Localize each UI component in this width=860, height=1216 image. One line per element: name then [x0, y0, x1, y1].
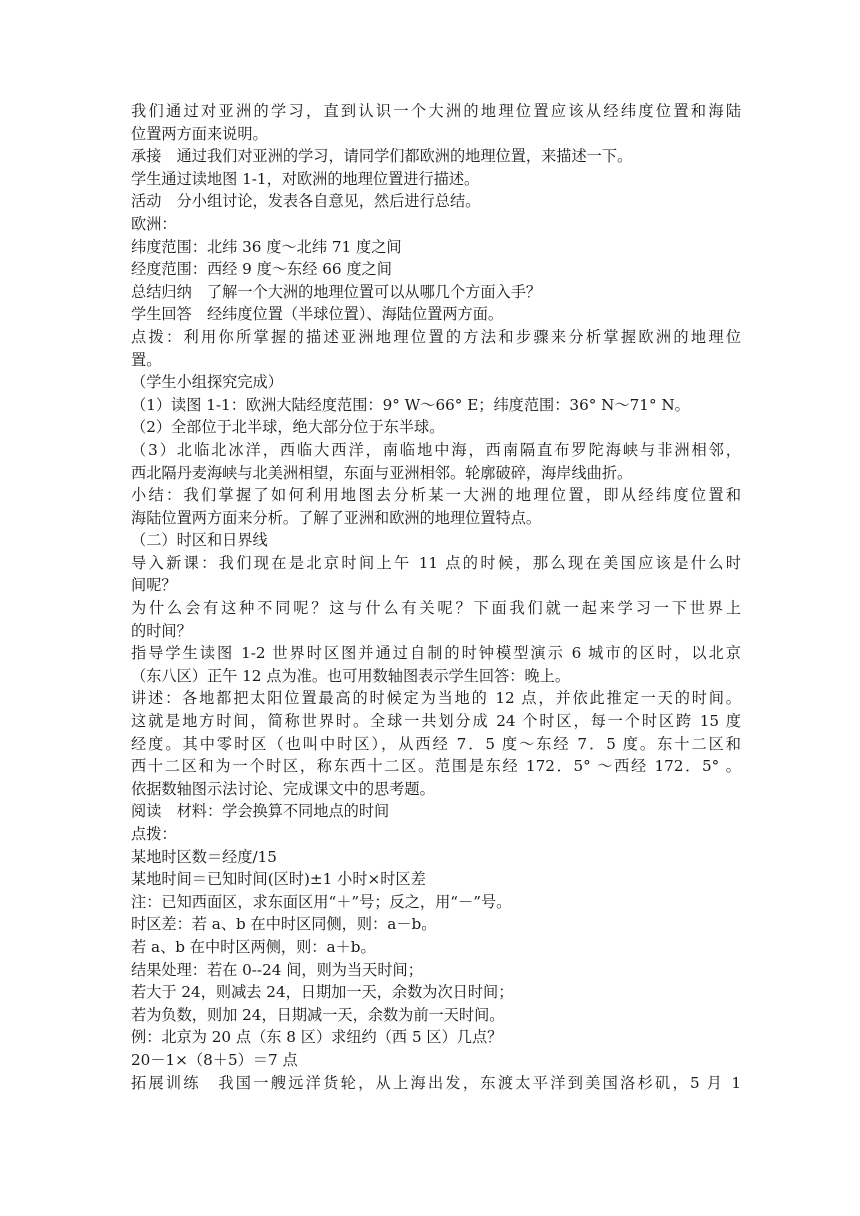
- document-page: [131, 100, 741, 1094]
- text-line: （学生小组探究完成）: [131, 373, 283, 392]
- text-line: 我们通过对亚洲的学习，直到认识一个大洲的地理位置应该从经纬度位置和海陆: [131, 102, 741, 120]
- text-line: 西十二区和为一个时区，称东西十二区。范围是东经 172．5° ～西经 172．5° 。: [131, 757, 741, 776]
- text-line: 学生通过读地图 1-1，对欧洲的地理位置进行描述。: [131, 169, 480, 188]
- text-line: 某地时间＝已知时间(区时)±1 小时×时区差: [131, 870, 426, 889]
- text-line: 点拨：: [131, 825, 177, 843]
- text-line: 欧洲：: [131, 214, 177, 233]
- text-line: 经度。其中零时区（也叫中时区），从西经 7．5 度～东经 7．5 度。东十二区和: [131, 734, 741, 753]
- text-line: 置。: [131, 350, 162, 369]
- text-line: 小结：我们掌握了如何利用地图去分析某一大洲的地理位置，即从经纬度位置和: [131, 486, 741, 505]
- text-line: （二）时区和日界线: [131, 531, 268, 550]
- text-line: 指导学生读图 1-2 世界时区图并通过自制的时钟模型演示 6 城市的区时，以北京: [131, 644, 741, 663]
- text-line: 的时间？: [131, 621, 192, 640]
- text-line: 学生回答 经纬度位置（半球位置）、海陆位置两方面。: [131, 305, 504, 324]
- text-line: 结果处理：若在 0--24 间，则为当天时间；: [131, 960, 423, 979]
- text-line: 时区差：若 a、b 在中时区同侧，则：a－b。: [131, 915, 437, 934]
- text-line: 西北隔丹麦海峡与北美洲相望，东面与亚洲相邻。轮廓破碎，海岸线曲折。: [131, 463, 633, 482]
- text-line: 经度范围：西经 9 度～东经 66 度之间: [131, 260, 392, 279]
- text-line: 阅读 材料：学会换算不同地点的时间: [131, 802, 390, 821]
- text-line: 20－1×（8＋5）＝7 点: [131, 1050, 298, 1069]
- text-line: 导入新课：我们现在是北京时间上午 11 点的时候，那么现在美国应该是什么时: [131, 553, 741, 572]
- text-line: 承接 通过我们对亚洲的学习，请同学们都欧洲的地理位置，来描述一下。: [131, 147, 633, 166]
- text-line: 若为负数，则加 24，日期减一天，余数为前一天时间。: [131, 1005, 505, 1024]
- text-line: 依据数轴图示法讨论、完成课文中的思考题。: [131, 779, 435, 798]
- text-line: 这就是地方时间，简称世界时。全球一共划分成 24 个时区，每一个时区跨 15 度: [131, 712, 741, 731]
- text-line: 讲述：各地都把太阳位置最高的时候定为当地的 12 点，并依此推定一天的时间。: [131, 689, 741, 708]
- text-line: 活动 分小组讨论，发表各自意见，然后进行总结。: [131, 192, 481, 211]
- text-line: 例：北京为 20 点（东 8 区）求纽约（西 5 区）几点？: [131, 1028, 503, 1047]
- text-line: 海陆位置两方面来分析。了解了亚洲和欧洲的地理位置特点。: [131, 508, 542, 527]
- text-line: 纬度范围：北纬 36 度～北纬 71 度之间: [131, 237, 402, 256]
- text-line: 位置两方面来说明。: [131, 124, 268, 143]
- text-line: （3）北临北冰洋，西临大西洋，南临地中海，西南隔直布罗陀海峡与非洲相邻，: [131, 440, 741, 459]
- text-line: 总结归纳 了解一个大洲的地理位置可以从哪几个方面入手？: [131, 282, 542, 301]
- text-line: 某地时区数＝经度/15: [131, 847, 277, 866]
- text-line: （1）读图 1-1：欧洲大陆经度范围：9° W～66° E；纬度范围：36° N～71° N。: [131, 395, 690, 414]
- text-line: 间呢？: [131, 576, 177, 595]
- text-line: （东八区）正午 12 点为准。也可用数轴图表示学生回答：晚上。: [131, 666, 571, 685]
- text-line: 若 a、b 在中时区两侧，则：a＋b。: [131, 937, 376, 956]
- text-line: 点拨：利用你所掌握的描述亚洲地理位置的方法和步骤来分析掌握欧洲的地理位: [131, 327, 741, 346]
- text-line: 若大于 24，则减去 24，日期加一天，余数为次日时间；: [131, 983, 514, 1002]
- text-line: （2）全部位于北半球，绝大部分位于东半球。: [131, 418, 445, 437]
- text-line: 拓展训练 我国一艘远洋货轮，从上海出发，东渡太平洋到美国洛杉矶，5 月 1: [131, 1073, 741, 1092]
- text-line: 注：已知西面区，求东面区用“＋”号；反之，用“－”号。: [131, 892, 512, 911]
- text-line: 为什么会有这种不同呢？这与什么有关呢？下面我们就一起来学习一下世界上: [131, 599, 741, 618]
